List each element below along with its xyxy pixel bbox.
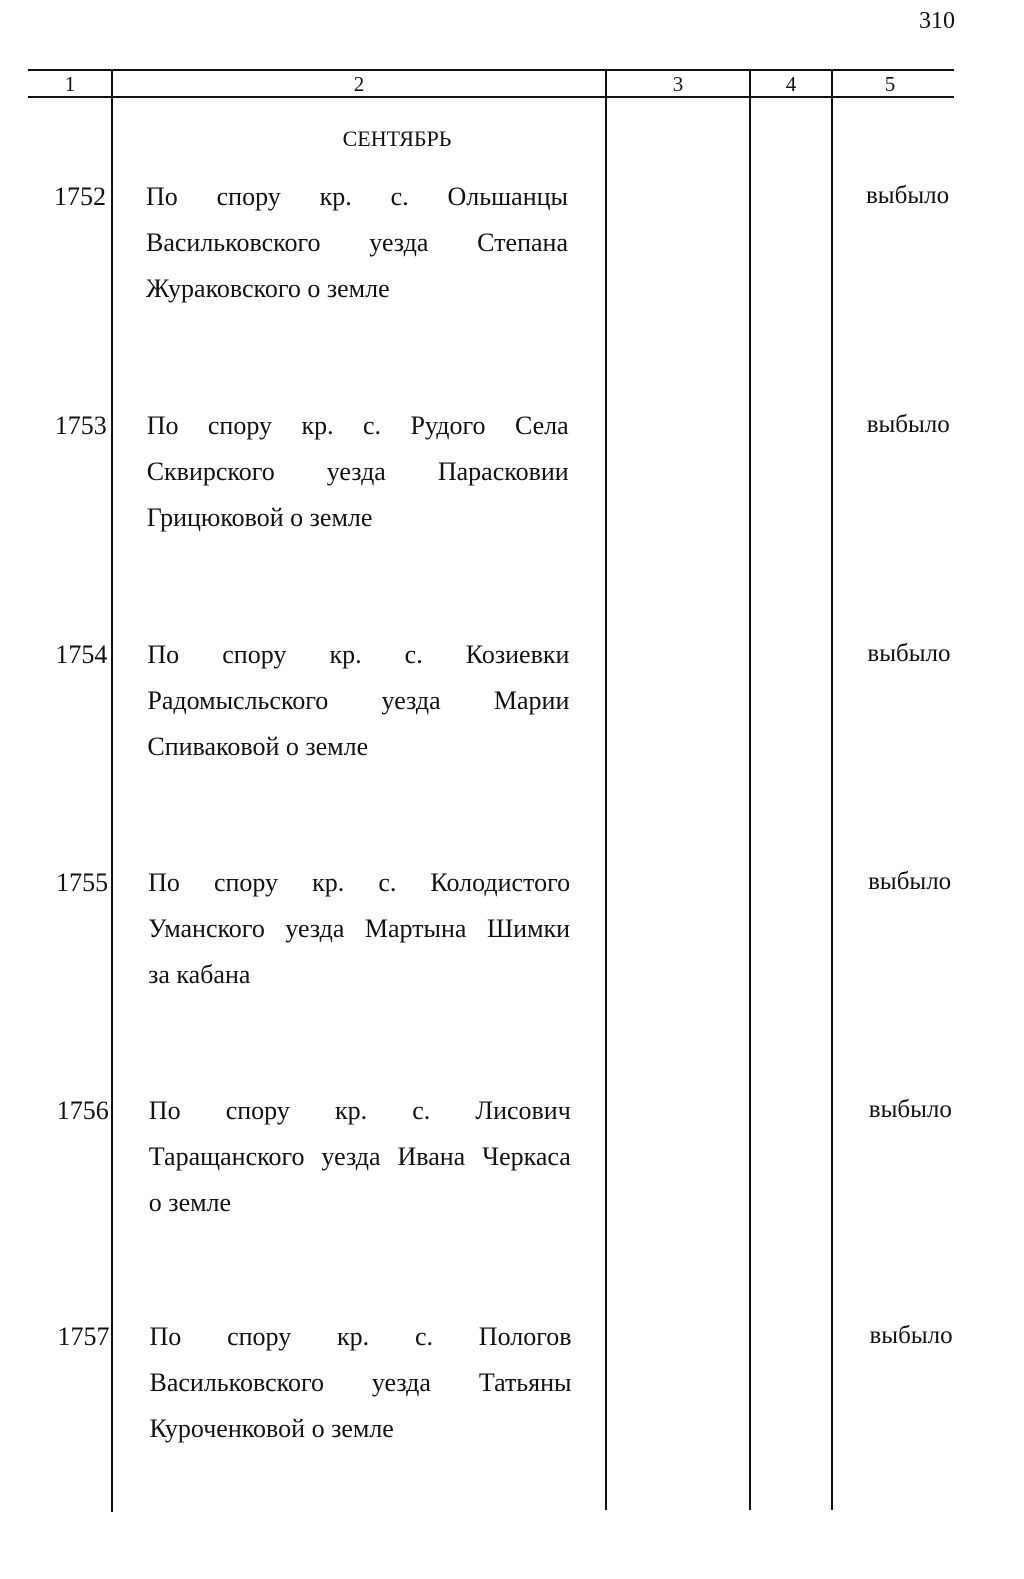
description-line: за кабана (148, 960, 251, 989)
table-row (2, 868, 1024, 1068)
description-line: По спору кр. с. Пологов (149, 1322, 572, 1351)
entry-result: выбыло (868, 1096, 952, 1123)
entry-result: выбыло (869, 1322, 953, 1349)
entry-result: выбыло (867, 640, 951, 667)
entry-description (149, 1096, 571, 1234)
description-line: Сквирского уезда Парасковии (146, 457, 569, 486)
description-line: По спору кр. с. Козиевки (147, 640, 570, 669)
entry-description (146, 182, 568, 320)
entry-number: 1753 (54, 411, 107, 440)
entry-description (148, 868, 570, 1006)
description-line: По спору кр. с. Колодистого (148, 868, 571, 897)
description-line: о земле (148, 1188, 232, 1217)
table-row (4, 1322, 1024, 1522)
description-line: Грицюковой о земле (146, 503, 373, 532)
entry-number: 1757 (57, 1322, 110, 1351)
description-line: По спору кр. с. Рудого Села (146, 411, 569, 440)
column-header-1: 1 (64, 72, 76, 96)
description-line: По спору кр. с. Ольшанцы (146, 182, 568, 211)
column-header-2: 2 (353, 72, 365, 96)
entry-description (147, 640, 569, 778)
description-line: Спиваковой о земле (147, 732, 369, 761)
table-row (0, 182, 1024, 382)
page-number: 310 (919, 8, 955, 34)
description-line: По спору кр. с. Лисович (148, 1096, 571, 1125)
description-line: Радомысльского уезда Марии (147, 686, 570, 715)
description-line: Куроченковой о земле (149, 1414, 394, 1443)
column-header-5: 5 (884, 72, 896, 96)
description-line: Васильковского уезда Степана (146, 228, 568, 257)
description-line: Васильковского уезда Татьяны (149, 1368, 572, 1397)
month-heading: СЕНТЯБРЬ (342, 126, 452, 151)
table-top-rule (28, 69, 954, 71)
table-row (1, 640, 1024, 840)
description-line: Таращанского уезда Ивана Черкаса (148, 1142, 571, 1171)
table-row (3, 1096, 1024, 1296)
description-line: Уманского уезда Мартына Шимки (148, 914, 571, 943)
entry-result: выбыло (866, 411, 950, 438)
description-line: Жураковского о земле (146, 274, 390, 303)
table-row (1, 411, 1024, 611)
entry-number: 1755 (56, 868, 109, 897)
entry-number: 1756 (56, 1096, 109, 1125)
entry-number: 1754 (55, 640, 108, 669)
entry-result: выбыло (868, 868, 952, 895)
entry-result: выбыло (866, 182, 950, 209)
entry-description (150, 1322, 572, 1460)
entry-description (147, 411, 569, 549)
column-header-4: 4 (785, 72, 797, 96)
entry-number: 1752 (54, 182, 106, 211)
column-header-3: 3 (672, 72, 684, 96)
